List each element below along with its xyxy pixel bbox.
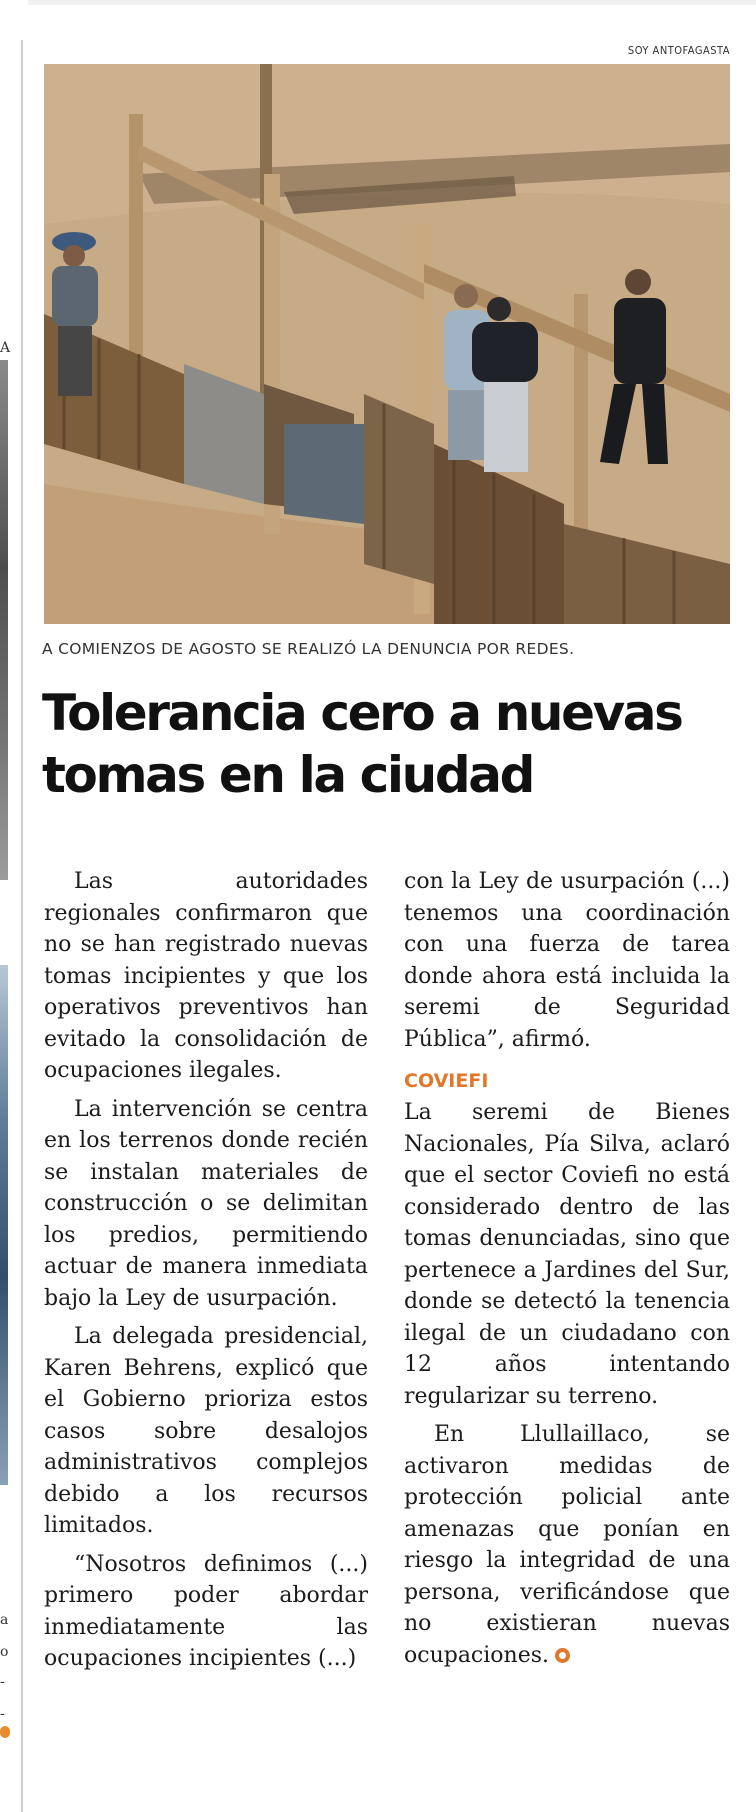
article-column-right (404, 866, 730, 1678)
body-paragraph: con la Ley de usurpación (...) tenemos una coordinación con una fuerza de tarea donde ahora está incluida la seremi de Seguridad Pública”, afirmó. (404, 869, 730, 1052)
body-paragraph: “Nosotros definimos (...) primero poder abordar inmediatamente las ocupaciones incipientes (...) (44, 1551, 368, 1671)
adjacent-article-strip (0, 0, 28, 1812)
body-paragraph: La delegada presidencial, Karen Behrens, explicó que el Gobierno prioriza estos casos sobre desalojos administrativos complejos debido a los recursos limitados. (44, 1324, 368, 1538)
column-divider (21, 40, 23, 1812)
strip-letter: o (0, 1644, 9, 1660)
strip-letter: - (0, 1706, 5, 1722)
strip-letter: a (0, 1612, 9, 1628)
article-column-left (44, 866, 368, 1682)
adjacent-photo (0, 360, 8, 880)
photo-caption: A COMIENZOS DE AGOSTO SE REALIZÓ LA DENUNCIA POR REDES. (42, 640, 575, 658)
adjacent-photo (0, 965, 8, 1485)
section-label: SOY ANTOFAGASTA (627, 44, 730, 57)
pallet-fence (364, 394, 434, 584)
body-paragraph: Las autoridades regionales confirmaron que no se han registrado nuevas tomas incipientes y que los operativos preventivos han evitado la consolidación de ocupaciones ilegales. (44, 869, 368, 1083)
headline (42, 682, 732, 806)
section-subhead: COVIEFI (404, 1070, 489, 1092)
headline-line: Tolerancia cero a nuevas (42, 684, 682, 742)
strip-letter: A (0, 340, 11, 356)
end-mark-icon (0, 1726, 10, 1738)
news-photo (44, 64, 730, 624)
headline-line: tomas en la ciudad (42, 746, 533, 804)
body-paragraph: La intervención se centra en los terrenos donde recién se instalan materiales de construcción o se delimitan los predios, permitiendo actuar de manera inmediata bajo la Ley de usurpación. (44, 1096, 368, 1311)
body-paragraph: La seremi de Bienes Nacionales, Pía Silva, aclaró que el sector Coviefi no está considerado dentro de las tomas denunciadas, sino que pertenece a Jardines del Sur, donde se detectó la tenencia ilegal de un ciudadano con 12 años intentando regularizar su terreno. (404, 1100, 730, 1409)
end-mark-icon (555, 1648, 570, 1663)
body-paragraph (404, 1419, 730, 1671)
top-edge-bar (0, 0, 756, 5)
strip-letter: - (0, 1674, 5, 1690)
body-paragraph-text: En Llullaillaco, se activaron medidas de protección policial ante amenazas que ponían en riesgo la integridad de una persona, verificándose que no existieran nuevas ocupaciones. (404, 1422, 730, 1668)
metal-sheet (284, 424, 364, 524)
photo-illustration (44, 64, 730, 624)
